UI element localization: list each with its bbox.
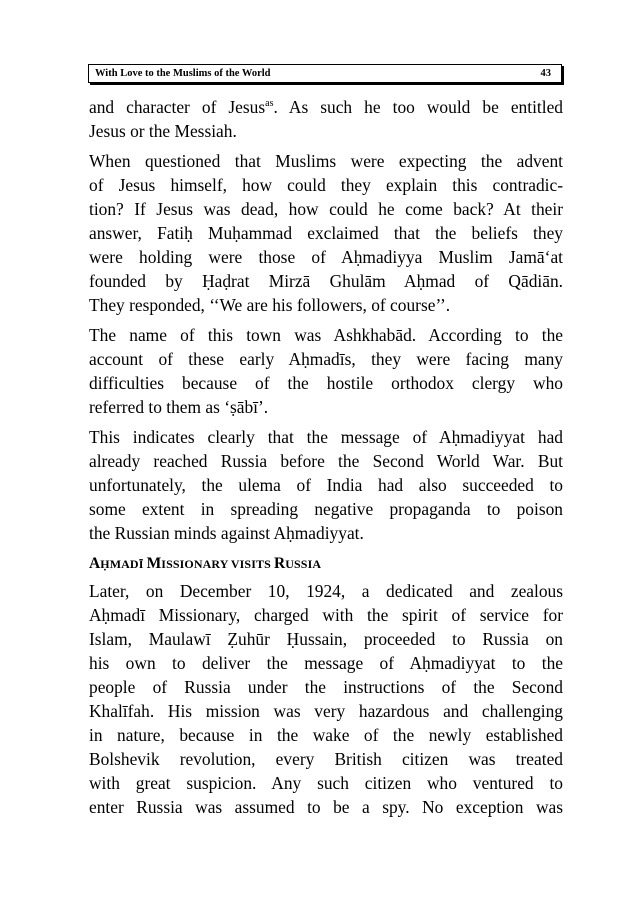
text-line: Later, on December 10, 1924, a dedicated and zealous (89, 581, 563, 601)
page-body (89, 95, 563, 825)
text-line: This indicates clearly that the message of Aḥmadiyyat had (89, 427, 563, 447)
text-line: tion? If Jesus was dead, how could he come back? At their (89, 199, 563, 219)
honorific-superscript: as (265, 98, 274, 109)
text-line: with great suspicion. Any such citizen who ventured to (89, 773, 563, 793)
text-line: Khalīfah. His mission was very hazardous and challenging (89, 701, 563, 721)
paragraph-1 (89, 95, 563, 143)
page-number: 43 (540, 68, 551, 79)
text-line: the Russian minds against Aḥmadiyyat. (89, 523, 364, 543)
text-line: answer, Fatiḥ Muḥammad exclaimed that the beliefs they (89, 223, 563, 243)
text-line: The name of this town was Ashkhabād. According to the (89, 325, 563, 345)
text-line: unfortunately, the ulema of India had also succeeded to (89, 475, 563, 495)
text-line: and character of Jesus$^{as}$. As such he too would be entitled (89, 97, 563, 117)
text-line: of Jesus himself, how could they explain this contradic- (89, 175, 563, 195)
text-line: Bolshevik revolution, every British citizen was treated (89, 749, 563, 769)
text-line: referred to them as ‘ṣābī’. (89, 397, 269, 417)
text-line: were holding were those of Aḥmadiyya Muslim Jamā‘at (89, 247, 563, 267)
text-line: Islam, Maulawī Ẓuhūr Ḥussain, proceeded to Russia on (89, 629, 563, 649)
paragraph-4 (89, 425, 563, 545)
text-line: Jesus or the Messiah. (89, 121, 237, 141)
text-line: account of these early Aḥmadīs, they were facing many (89, 349, 563, 369)
section-heading: AḤMADĪ MISSIONARY VISITS RUSSIA (89, 555, 322, 572)
text-line: some extent in spreading negative propaganda to poison (89, 499, 563, 519)
book-title: With Love to the Muslims of the World (95, 68, 271, 79)
text-line: Aḥmadī Missionary, charged with the spirit of service for (89, 605, 563, 625)
text-line: already reached Russia before the Second World War. But (89, 451, 563, 471)
text-line: They responded, ‘‘We are his followers, of course’’. (89, 295, 451, 315)
paragraph-3 (89, 323, 563, 419)
text-line: enter Russia was assumed to be a spy. No exception was (89, 797, 563, 817)
text-line: his own to deliver the message of Aḥmadiyyat to the (89, 653, 563, 673)
text-line: When questioned that Muslims were expecting the advent (89, 151, 563, 171)
paragraph-5 (89, 579, 563, 819)
text-line: difficulties because of the hostile orthodox clergy who (89, 373, 563, 393)
running-header (88, 64, 562, 83)
text-line: in nature, because in the wake of the newly established (89, 725, 563, 745)
paragraph-2 (89, 149, 563, 317)
text-line: founded by Ḥaḍrat Mirzā Ghulām Aḥmad of Qādiān. (89, 271, 563, 291)
text-line: people of Russia under the instructions of the Second (89, 677, 563, 697)
